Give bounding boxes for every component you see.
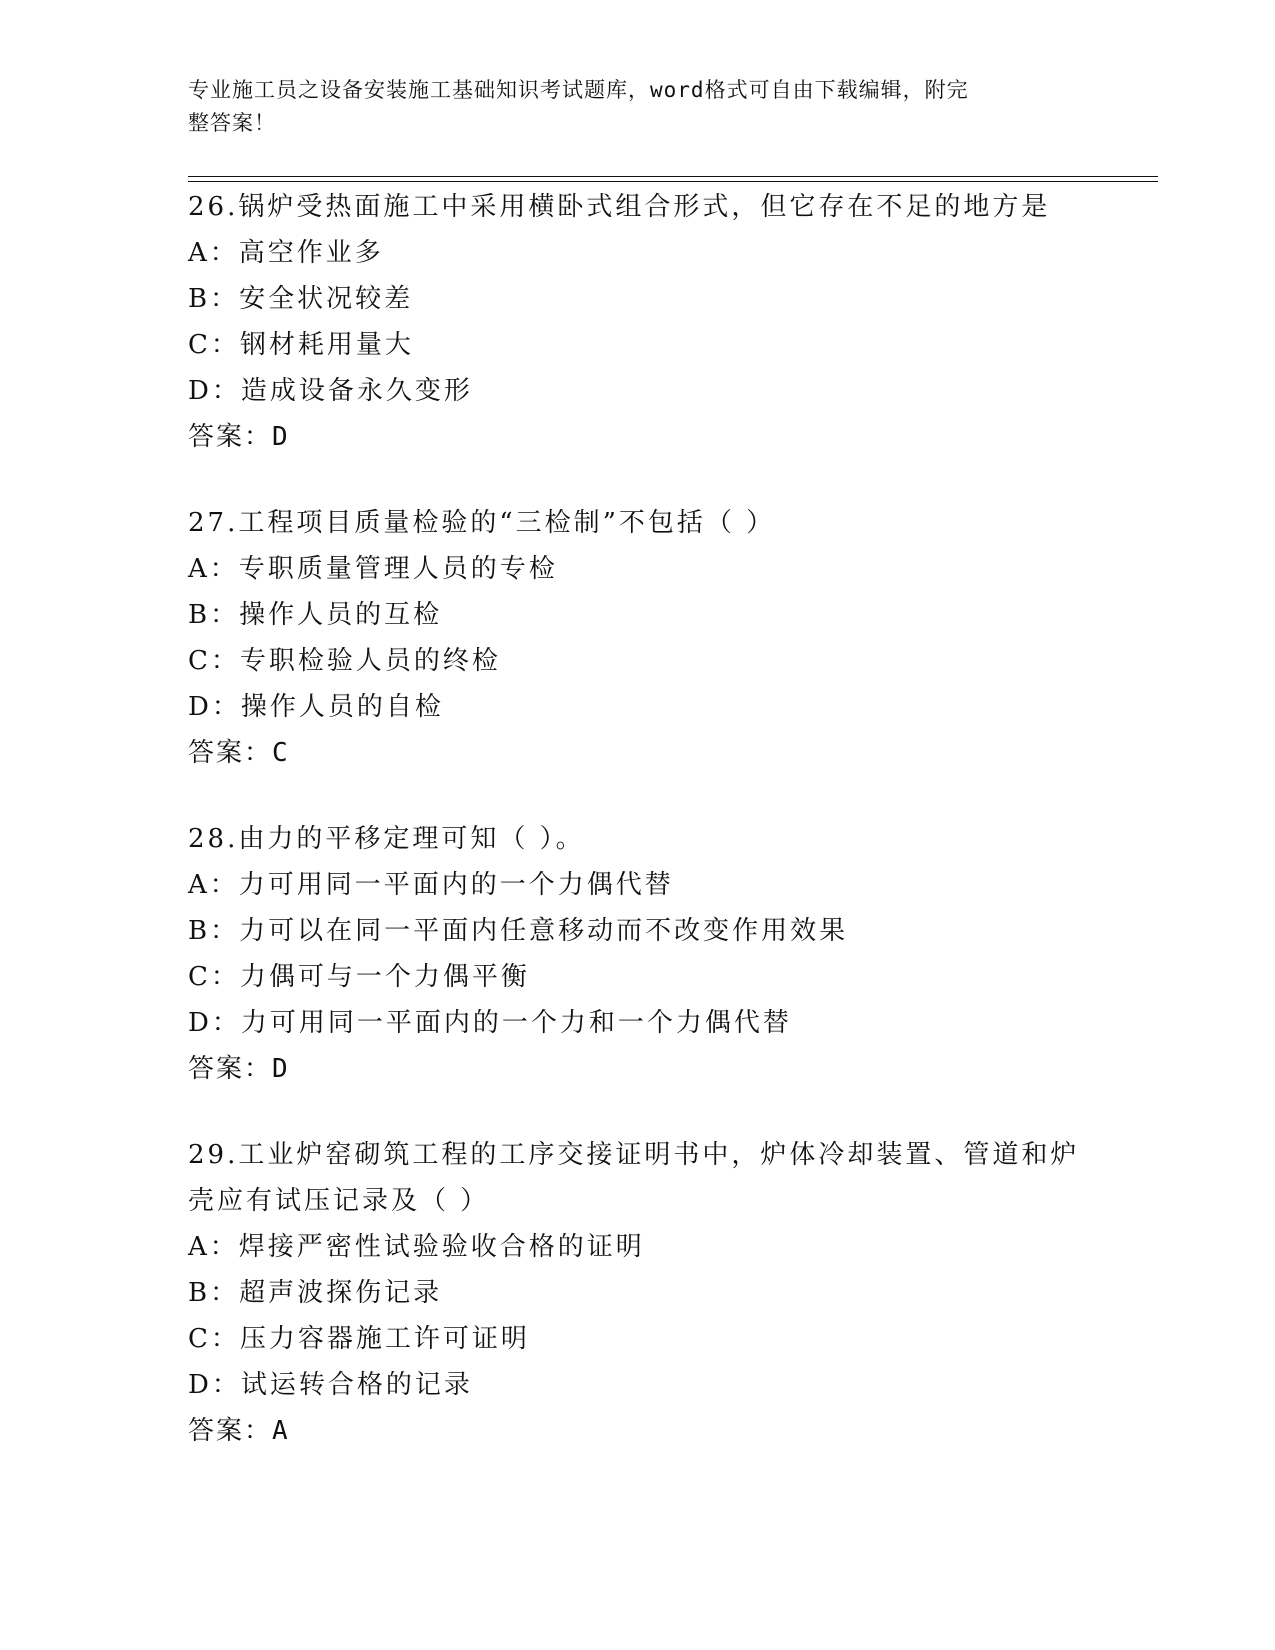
- option-c: C：力偶可与一个力偶平衡: [188, 962, 530, 992]
- option-b: B：超声波探伤记录: [188, 1278, 443, 1308]
- answer: 答案：A: [188, 1416, 290, 1446]
- answer: 答案：D: [188, 422, 290, 452]
- question-title: 28.由力的平移定理可知（ ）。: [188, 824, 585, 854]
- header-divider-top: [188, 176, 1158, 177]
- answer: 答案：D: [188, 1054, 290, 1084]
- header-line-2: 整答案！: [188, 111, 276, 135]
- option-c: C：压力容器施工许可证明: [188, 1324, 530, 1354]
- document-header: [188, 74, 1068, 140]
- option-a: A：高空作业多: [188, 238, 384, 268]
- option-d: D：试运转合格的记录: [188, 1370, 473, 1400]
- header-divider-bottom: [188, 181, 1158, 182]
- option-a: A：焊接严密性试验验收合格的证明: [188, 1232, 645, 1262]
- option-b: B：操作人员的互检: [188, 600, 443, 630]
- question-29: [188, 1132, 1088, 1454]
- option-c: C：钢材耗用量大: [188, 330, 414, 360]
- question-title-line-1: 29.工业炉窑砌筑工程的工序交接证明书中，炉体冷却装置、管道和炉: [188, 1140, 1080, 1170]
- question-26: [188, 184, 1088, 460]
- header-line-1: 专业施工员之设备安装施工基础知识考试题库，word格式可自由下载编辑，附完: [188, 78, 969, 102]
- question-27: [188, 500, 1088, 776]
- option-a: A：力可用同一平面内的一个力偶代替: [188, 870, 674, 900]
- option-b: B：力可以在同一平面内任意移动而不改变作用效果: [188, 916, 849, 946]
- option-d: D：操作人员的自检: [188, 692, 444, 722]
- question-28: [188, 816, 1088, 1092]
- option-d: D：力可用同一平面内的一个力和一个力偶代替: [188, 1008, 792, 1038]
- question-title: 27.工程项目质量检验的“三检制”不包括（ ）: [188, 508, 776, 538]
- option-a: A：专职质量管理人员的专检: [188, 554, 558, 584]
- option-b: B：安全状况较差: [188, 284, 414, 314]
- question-title: 26.锅炉受热面施工中采用横卧式组合形式，但它存在不足的地方是: [188, 192, 1051, 222]
- answer: 答案：C: [188, 738, 290, 768]
- option-d: D：造成设备永久变形: [188, 376, 473, 406]
- question-title-line-2: 壳应有试压记录及（ ）: [188, 1186, 490, 1216]
- option-c: C：专职检验人员的终检: [188, 646, 501, 676]
